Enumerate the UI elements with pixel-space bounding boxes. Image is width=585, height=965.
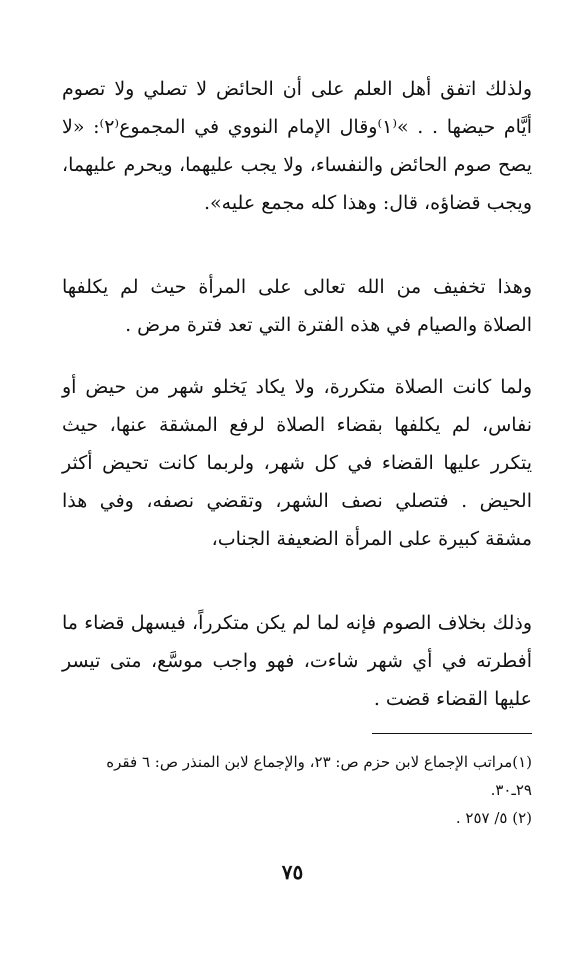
- footnotes: [62, 748, 532, 832]
- page-number: ٧٥: [281, 860, 304, 884]
- paragraph-prayer-repetition: ولما كانت الصلاة متكررة، ولا يكاد يَخلو شهر من حيض أو نفاس، لم يكلفها بقضاء الصلاة لرفع المشقة عنها، حيث يتكرر عليها القضاء في كل شهر، ولربما كانت تحيض أكثر الحيض . فتصلي نصف الشهر، وتقضي نصفه، وفي هذا مشقة كبيرة على المرأة الضعيفة الجناب،: [62, 376, 532, 550]
- footnote-2: (٢) ٥/ ٢٥٧ .: [455, 809, 532, 827]
- paragraph-fasting-makeup: وذلك بخلاف الصوم فإنه لما لم يكن متكرراً، فيسهل قضاء ما أفطرته في أي شهر شاءت، فهو واجب موسَّع، متى تيسر عليها القضاء قضت .: [62, 612, 532, 710]
- paragraph-mercy: وهذا تخفيف من الله تعالى على المرأة حيث لم يكلفها الصلاة والصيام في هذه الفترة التي تعد فترة مرض .: [62, 276, 532, 336]
- footnote-1: (١)مراتب الإجماع لابن حزم ص: ٢٣، والإجماع لابن المنذر ص: ٦ فقره ٢٩ـ٣٠.: [106, 753, 532, 799]
- footnote-divider: [372, 733, 532, 734]
- paragraph-consensus: ولذلك اتفق أهل العلم على أن الحائض لا تصلي ولا تصوم أيَّام حيضها . . »⁽١⁾وقال الإمام النووي في المجموع⁽٢⁾: «لا يصح صوم الحائض والنفساء، ولا يجب عليهما، ويحرم عليهما، ويجب قضاؤه، قال: وهذا كله مجمع عليه».: [62, 78, 532, 214]
